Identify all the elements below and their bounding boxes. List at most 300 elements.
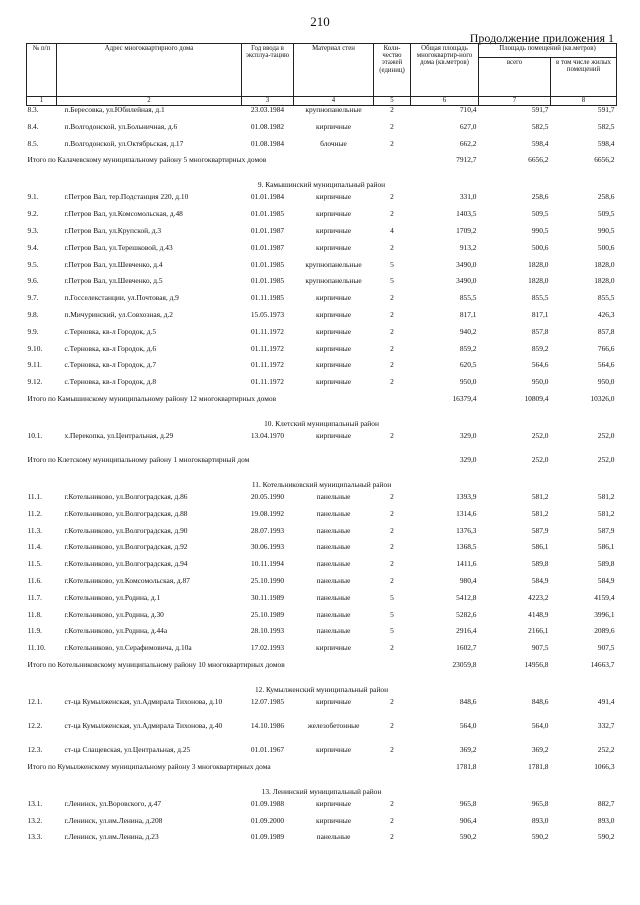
- row-address: п.Волгодонской, ул.Октябрьская, д.17: [64, 138, 184, 148]
- row-material: панельные: [316, 626, 351, 636]
- table-row: [27, 594, 617, 611]
- header-material: Материал стен: [294, 44, 374, 97]
- row-premises-all: 907,5: [531, 643, 549, 653]
- row-material: кирпичные: [315, 326, 352, 336]
- row-material: панельные: [316, 592, 351, 602]
- row-year: 12.07.1985: [250, 696, 285, 706]
- row-total-area: 1393,9: [456, 491, 477, 501]
- row-floors: 2: [390, 643, 394, 653]
- row-floors: 4: [390, 225, 394, 235]
- row-premises-living: 564,6: [597, 360, 615, 370]
- district-heading-row: [27, 788, 617, 800]
- row-floors: 2: [390, 326, 394, 336]
- row-floors: 2: [390, 815, 394, 825]
- row-premises-living: 857,8: [597, 326, 615, 336]
- row-premises-all: 859,2: [531, 343, 549, 353]
- table-row: [27, 611, 617, 628]
- row-material: кирпичные: [315, 121, 352, 131]
- table-row: [27, 833, 617, 850]
- table-row: [27, 627, 617, 644]
- row-premises-living: 1828,0: [594, 259, 615, 269]
- row-material: кирпичные: [315, 242, 352, 252]
- row-number: 9.8.: [27, 309, 39, 319]
- row-number: 8.5.: [27, 138, 39, 148]
- table-row: [27, 244, 617, 261]
- table-row: [27, 294, 617, 311]
- table-row: [27, 722, 617, 746]
- row-premises-living: 766,6: [597, 343, 615, 353]
- row-premises-all: 581,2: [531, 508, 549, 518]
- row-total-area: 913,2: [459, 242, 477, 252]
- row-floors: 5: [390, 626, 394, 636]
- row-premises-living: 598,4: [597, 138, 615, 148]
- row-material: панельные: [316, 525, 351, 535]
- district-heading: 13. Ленинский муниципальный район: [261, 786, 382, 796]
- row-premises-all: 4148,9: [528, 609, 549, 619]
- row-material: кирпичные: [315, 798, 352, 808]
- row-address: с.Терновка, кв-л Городок, д.7: [64, 360, 157, 370]
- row-number: 11.7.: [27, 592, 43, 602]
- row-total-area: 1709,2: [456, 225, 477, 235]
- row-premises-all: 848,6: [531, 696, 549, 706]
- row-number: 8.3.: [27, 105, 39, 114]
- continuation-note: Продолжение приложения 1: [469, 31, 614, 45]
- row-number: 10.1.: [27, 430, 43, 440]
- row-number: 9.1.: [27, 192, 39, 202]
- row-address: г.Петров Вал, ул.Комсомольская, д.48: [64, 209, 183, 219]
- row-year: 30.11.1989: [251, 592, 284, 602]
- row-address: с.Терновка, кв-л Городок, д.8: [64, 377, 157, 387]
- row-premises-living: 4159,4: [594, 592, 615, 602]
- district-heading: 12. Кумылженский муниципальный район: [254, 684, 389, 694]
- row-floors: 2: [390, 377, 394, 387]
- row-premises-living: 907,5: [597, 643, 615, 653]
- row-number: 13.3.: [27, 832, 43, 842]
- row-total-area: 1403,5: [456, 209, 477, 219]
- row-total-area: 3490,0: [456, 276, 477, 286]
- row-total-area: 1314,6: [456, 508, 477, 518]
- row-premises-all: 990,5: [531, 225, 549, 235]
- table-row: [27, 644, 617, 661]
- row-number: 11.4.: [27, 542, 43, 552]
- row-total-area: 627,0: [459, 121, 477, 131]
- total-area: 16379,4: [452, 393, 477, 403]
- row-premises-all: 587,9: [531, 525, 549, 535]
- row-material: панельные: [316, 508, 351, 518]
- total-area: 7912,7: [456, 155, 477, 165]
- table-row: [27, 345, 617, 362]
- row-material: кирпичные: [315, 225, 352, 235]
- row-material: кирпичные: [315, 643, 352, 653]
- row-premises-living: 589,8: [597, 559, 615, 569]
- row-premises-living: 893,0: [597, 815, 615, 825]
- table-row: [27, 577, 617, 594]
- table-row: [27, 817, 617, 834]
- col-number: 4: [294, 97, 374, 106]
- header-premises-all: всего: [479, 58, 551, 97]
- header-premises-living: в том числе жилых помещений: [551, 58, 617, 97]
- row-total-area: 620,5: [459, 360, 477, 370]
- total-premises-all: 14956,8: [524, 659, 549, 669]
- row-premises-living: 252,2: [597, 744, 615, 754]
- total-label: Итого по Кумылженскому муниципальному району 3 многоквартирных дома: [27, 761, 271, 771]
- row-premises-living: 581,2: [597, 491, 615, 501]
- row-year: 01.01.1967: [250, 744, 285, 754]
- total-label: Итого по Котельниковскому муниципальному району 10 многоквартирных домов: [27, 659, 285, 669]
- table-body: [27, 106, 617, 851]
- row-address: г.Ленинск, ул.им.Ленина, д.23: [64, 832, 159, 842]
- table-row: [27, 527, 617, 544]
- row-premises-living: 332,7: [597, 720, 615, 730]
- row-premises-all: 817,1: [531, 309, 549, 319]
- total-premises-living: 1066,3: [594, 761, 615, 771]
- row-floors: 2: [390, 798, 394, 808]
- col-number: 2: [57, 97, 242, 106]
- total-label: Итого по Клетскому муниципальному району 1 многоквартирный дом: [27, 454, 250, 464]
- row-total-area: 1376,3: [456, 525, 477, 535]
- col-number: 6: [411, 97, 479, 106]
- row-number: 13.1.: [27, 798, 43, 808]
- row-address: г.Котельниково, ул.Волгоградская, д.88: [64, 508, 188, 518]
- table-row: [27, 140, 617, 157]
- row-year: 25.10.1990: [250, 575, 285, 585]
- table-row: [27, 106, 617, 123]
- row-floors: 2: [390, 242, 394, 252]
- row-number: 11.5.: [27, 559, 43, 569]
- row-address: г.Петров Вал, ул.Терешковой, д.43: [64, 242, 173, 252]
- row-address: с.Терновка, кв-л Городок, д.5: [64, 326, 157, 336]
- row-number: 12.2.: [27, 720, 43, 730]
- row-total-area: 950,0: [459, 377, 477, 387]
- row-premises-living: 2089,6: [594, 626, 615, 636]
- table-row: [27, 210, 617, 227]
- total-premises-living: 14663,7: [590, 659, 615, 669]
- row-number: 9.9.: [27, 326, 39, 336]
- row-premises-living: 950,0: [597, 377, 615, 387]
- district-total-row: [27, 395, 617, 420]
- row-floors: 2: [390, 832, 394, 842]
- header-num: № п/п: [27, 44, 57, 97]
- row-address: п.Госселекстанции, ул.Почтовая, д.9: [64, 293, 179, 303]
- row-year: 28.10.1993: [250, 626, 285, 636]
- row-premises-living: 587,9: [597, 525, 615, 535]
- row-year: 19.08.1992: [250, 508, 285, 518]
- row-total-area: 3490,0: [456, 259, 477, 269]
- total-area: 23059,8: [452, 659, 477, 669]
- row-address: ст-ца Кумылженская, ул.Адмирала Тихонова, д.10: [64, 696, 223, 706]
- row-premises-living: 591,7: [597, 105, 615, 114]
- total-premises-all: 10809,4: [524, 393, 549, 403]
- row-address: г.Котельниково, ул.Комсомольская, д.87: [64, 575, 190, 585]
- row-premises-all: 590,2: [531, 832, 549, 842]
- row-year: 01.09.1988: [250, 798, 285, 808]
- row-floors: 5: [390, 592, 394, 602]
- row-premises-living: 426,3: [597, 309, 615, 319]
- row-year: 01.01.1987: [250, 225, 285, 235]
- row-total-area: 848,6: [459, 696, 477, 706]
- col-number: 1: [27, 97, 57, 106]
- row-premises-all: 564,6: [531, 360, 549, 370]
- table-row: [27, 227, 617, 244]
- row-premises-all: 586,1: [531, 542, 549, 552]
- row-total-area: 662,2: [459, 138, 477, 148]
- table-row: [27, 698, 617, 722]
- row-total-area: 5282,6: [456, 609, 477, 619]
- row-premises-all: 258,6: [531, 192, 549, 202]
- row-year: 01.08.1984: [250, 138, 285, 148]
- row-year: 01.01.1985: [250, 276, 285, 286]
- row-floors: 2: [390, 542, 394, 552]
- total-area: 1781,8: [456, 761, 477, 771]
- row-floors: 2: [390, 696, 394, 706]
- total-label: Итого по Калачевскому муниципальному району 5 многоквартирных домов: [27, 155, 267, 165]
- row-address: ст-ца Кумылженская, ул.Адмирала Тихонова, д.40: [64, 720, 223, 730]
- row-floors: 2: [390, 491, 394, 501]
- row-floors: 2: [390, 575, 394, 585]
- col-number: 7: [479, 97, 551, 106]
- col-number: 8: [551, 97, 617, 106]
- row-address: г.Котельниково, ул.Родина, д.1: [64, 592, 161, 602]
- row-number: 9.10.: [27, 343, 43, 353]
- row-total-area: 369,2: [459, 744, 477, 754]
- row-premises-all: 564,0: [531, 720, 549, 730]
- row-total-area: 590,2: [459, 832, 477, 842]
- row-premises-all: 857,8: [531, 326, 549, 336]
- row-address: х.Перекопка, ул.Центральная, д.29: [64, 430, 174, 440]
- row-floors: 5: [390, 276, 394, 286]
- table-row: [27, 800, 617, 817]
- row-premises-all: 893,0: [531, 815, 549, 825]
- row-year: 20.05.1990: [250, 491, 285, 501]
- header-premises: Площадь помещений (кв.метров): [479, 44, 617, 58]
- row-number: 11.6.: [27, 575, 43, 585]
- page-number: 210: [310, 14, 330, 29]
- col-number: 5: [374, 97, 411, 106]
- row-total-area: 855,5: [459, 293, 477, 303]
- row-material: кирпичные: [315, 293, 352, 303]
- col-number: 3: [242, 97, 294, 106]
- total-premises-all: 6656,2: [528, 155, 549, 165]
- row-number: 9.7.: [27, 293, 39, 303]
- row-premises-all: 252,0: [531, 430, 549, 440]
- row-material: кирпичные: [315, 744, 352, 754]
- district-heading: 10. Клетский муниципальный район: [264, 418, 379, 428]
- row-material: панельные: [316, 609, 351, 619]
- row-address: п.Бересовка, ул.Юбилейная, д.1: [64, 105, 165, 114]
- row-number: 11.8.: [27, 609, 43, 619]
- row-material: кирпичные: [315, 815, 352, 825]
- row-material: кирпичные: [315, 343, 352, 353]
- row-premises-living: 855,5: [597, 293, 615, 303]
- row-material: крупнопанельные: [305, 276, 362, 286]
- row-premises-living: 990,5: [597, 225, 615, 235]
- header-year: Год ввода в эксплуа-тацию: [242, 44, 294, 97]
- row-year: 14.10.1986: [250, 720, 285, 730]
- table-row: [27, 746, 617, 763]
- table-row: [27, 361, 617, 378]
- row-address: п.Мичуринский, ул.Совхозная, д.2: [64, 309, 174, 319]
- row-material: железобетонные: [307, 720, 360, 730]
- row-material: панельные: [316, 542, 351, 552]
- row-total-area: 1411,6: [456, 559, 477, 569]
- row-total-area: 2916,4: [456, 626, 477, 636]
- row-premises-living: 491,4: [597, 696, 615, 706]
- row-total-area: 940,2: [459, 326, 477, 336]
- row-total-area: 564,0: [459, 720, 477, 730]
- row-number: 9.6.: [27, 276, 39, 286]
- row-year: 30.06.1993: [250, 542, 285, 552]
- row-number: 13.2.: [27, 815, 43, 825]
- row-material: кирпичные: [315, 192, 352, 202]
- row-address: г.Котельниково, ул.Волгоградская, д.86: [64, 491, 188, 501]
- housing-table: [26, 43, 617, 850]
- district-total-row: [27, 156, 617, 181]
- row-number: 9.2.: [27, 209, 39, 219]
- row-floors: 2: [390, 720, 394, 730]
- row-address: г.Котельниково, ул.Серафимовича, д.10а: [64, 643, 192, 653]
- row-floors: 2: [390, 209, 394, 219]
- table-row: [27, 311, 617, 328]
- row-address: г.Петров Вал, тер.Подстанция 220, д.10: [64, 192, 189, 202]
- row-material: кирпичные: [315, 360, 352, 370]
- row-material: кирпичные: [315, 309, 352, 319]
- row-year: 01.08.1982: [250, 121, 285, 131]
- row-floors: 5: [390, 259, 394, 269]
- row-premises-all: 591,7: [531, 105, 549, 114]
- row-address: г.Ленинск, ул.Воровского, д.47: [64, 798, 162, 808]
- row-premises-living: 3996,1: [594, 609, 615, 619]
- row-premises-all: 589,8: [531, 559, 549, 569]
- row-premises-living: 258,6: [597, 192, 615, 202]
- row-premises-all: 950,0: [531, 377, 549, 387]
- row-premises-living: 584,9: [597, 575, 615, 585]
- row-material: кирпичные: [315, 696, 352, 706]
- row-premises-living: 882,7: [597, 798, 615, 808]
- row-number: 9.5.: [27, 259, 39, 269]
- table-header: [27, 44, 617, 106]
- row-year: 01.11.1972: [251, 343, 284, 353]
- row-number: 11.2.: [27, 508, 43, 518]
- row-number: 9.12.: [27, 377, 43, 387]
- row-material: кирпичные: [315, 377, 352, 387]
- row-floors: 2: [390, 508, 394, 518]
- row-number: 11.10.: [27, 643, 46, 653]
- row-floors: 2: [390, 105, 394, 114]
- row-number: 9.3.: [27, 225, 39, 235]
- table-row: [27, 261, 617, 278]
- row-material: панельные: [316, 575, 351, 585]
- row-premises-all: 1828,0: [528, 259, 549, 269]
- row-year: 01.11.1972: [251, 377, 284, 387]
- table-row: [27, 123, 617, 140]
- row-year: 28.07.1993: [250, 525, 285, 535]
- row-premises-all: 598,4: [531, 138, 549, 148]
- total-premises-living: 10326,0: [590, 393, 615, 403]
- row-year: 01.11.1972: [251, 326, 284, 336]
- total-premises-all: 252,0: [531, 454, 549, 464]
- row-total-area: 1602,7: [456, 643, 477, 653]
- row-floors: 2: [390, 309, 394, 319]
- row-total-area: 329,0: [459, 430, 477, 440]
- row-material: панельные: [316, 832, 351, 842]
- row-total-area: 331,0: [459, 192, 477, 202]
- row-premises-all: 855,5: [531, 293, 549, 303]
- row-year: 15.05.1973: [250, 309, 285, 319]
- district-heading: 9. Камышинский муниципальный район: [257, 180, 386, 190]
- row-total-area: 965,8: [459, 798, 477, 808]
- row-total-area: 906,4: [459, 815, 477, 825]
- row-address: г.Котельниково, ул.Волгоградская, д.94: [64, 559, 188, 569]
- row-premises-all: 582,5: [531, 121, 549, 131]
- row-year: 01.01.1984: [250, 192, 285, 202]
- table-row: [27, 560, 617, 577]
- row-address: г.Котельниково, ул.Родина, д.30: [64, 609, 164, 619]
- table-row: [27, 328, 617, 345]
- row-year: 01.01.1985: [250, 259, 285, 269]
- header-address: Адрес многоквартирного дома: [57, 44, 242, 97]
- row-address: г.Котельниково, ул.Волгоградская, д.92: [64, 542, 188, 552]
- row-material: крупнопанельные: [305, 105, 362, 114]
- row-number: 9.4.: [27, 242, 39, 252]
- row-premises-all: 2166,1: [528, 626, 549, 636]
- row-total-area: 859,2: [459, 343, 477, 353]
- row-number: 11.9.: [27, 626, 43, 636]
- row-premises-all: 1828,0: [528, 276, 549, 286]
- row-premises-living: 590,2: [597, 832, 615, 842]
- row-floors: 2: [390, 138, 394, 148]
- header-floors: Коли-чество этажей (единиц): [374, 44, 411, 97]
- table-row: [27, 543, 617, 560]
- row-address: г.Петров Вал, ул.Шевченко, д.4: [64, 259, 163, 269]
- row-year: 01.09.1989: [250, 832, 285, 842]
- row-floors: 2: [390, 343, 394, 353]
- row-material: блочные: [320, 138, 347, 148]
- row-year: 01.01.1985: [250, 209, 285, 219]
- header-total-area: Общая площадь многоквартир-ного дома (кв.метров): [411, 44, 479, 97]
- row-address: г.Котельниково, ул.Родина, д.44а: [64, 626, 168, 636]
- table-row: [27, 493, 617, 510]
- row-premises-living: 252,0: [597, 430, 615, 440]
- total-premises-all: 1781,8: [528, 761, 549, 771]
- table-row: [27, 378, 617, 395]
- row-year: 01.11.1985: [251, 293, 284, 303]
- row-floors: 2: [390, 121, 394, 131]
- row-premises-all: 965,8: [531, 798, 549, 808]
- row-premises-living: 581,2: [597, 508, 615, 518]
- row-premises-all: 581,2: [531, 491, 549, 501]
- row-total-area: 817,1: [459, 309, 477, 319]
- row-floors: 2: [390, 559, 394, 569]
- district-total-row: [27, 763, 617, 788]
- row-number: 11.3.: [27, 525, 43, 535]
- total-area: 329,0: [459, 454, 477, 464]
- row-premises-living: 509,5: [597, 209, 615, 219]
- row-floors: 2: [390, 293, 394, 303]
- row-premises-all: 584,9: [531, 575, 549, 585]
- row-address: г.Петров Вал, ул.Крупской, д.3: [64, 225, 162, 235]
- row-floors: 5: [390, 609, 394, 619]
- row-year: 01.09.2000: [250, 815, 285, 825]
- district-total-row: [27, 661, 617, 686]
- row-material: панельные: [316, 491, 351, 501]
- row-floors: 2: [390, 360, 394, 370]
- table-row: [27, 193, 617, 210]
- row-premises-living: 586,1: [597, 542, 615, 552]
- row-premises-all: 4223,2: [528, 592, 549, 602]
- row-premises-all: 509,5: [531, 209, 549, 219]
- row-number: 12.3.: [27, 744, 43, 754]
- row-total-area: 1368,5: [456, 542, 477, 552]
